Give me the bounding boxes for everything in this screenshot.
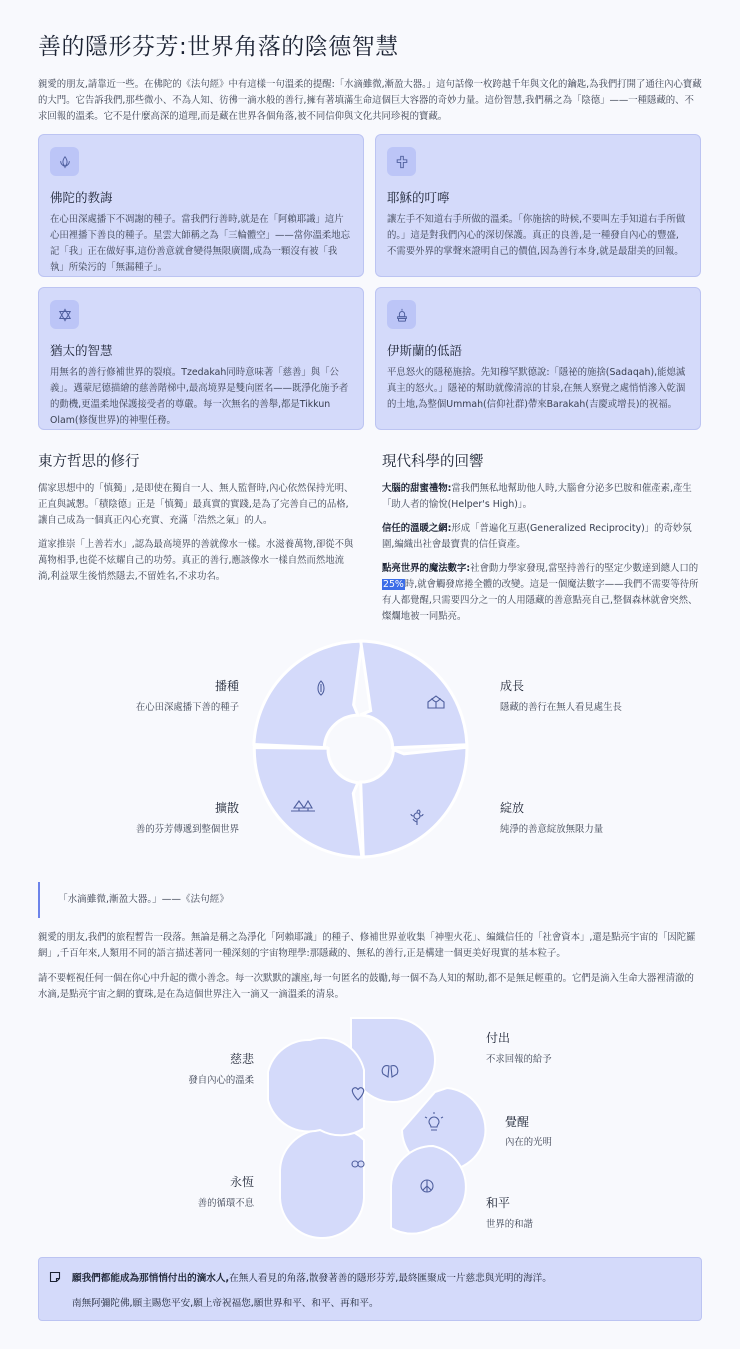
card-text: 在心田深處播下不凋謝的種子。當我們行善時,就是在「阿賴耶識」這片心田裡播下善良的種子。星雲大師稱之為「三輪體空」——當你溫柔地忘記「我」正在做好事,這份善意就會變得無限廣闊,成為一顆沒有被「我執」所染污的「無漏種子」。 (50, 214, 351, 273)
petal-diagram (38, 1010, 702, 1250)
closing-line-2: 南無阿彌陀佛,願主賜您平安,願上帝祝福您,願世界和平、和平、再和平。 (72, 1298, 379, 1309)
petal-desc: 善的循環不息 (197, 1198, 254, 1209)
cycle-diagram (38, 630, 702, 880)
section-title: 現代科學的回響 (382, 454, 484, 470)
item-text: 當我們無私地幫助他人時,大腦會分泌多巴胺和催產素,產生「助人者的愉悅(Helper's High)」。 (382, 483, 692, 510)
page-title: 善的隱形芬芳:世界角落的陰德智慧 (38, 34, 399, 60)
closing-bold: 願我們都能成為那悄悄付出的滴水人, (72, 1273, 230, 1284)
cross-icon (387, 147, 416, 176)
petal-desc: 世界的和諧 (486, 1219, 533, 1230)
petal-title: 慈悲 (229, 1052, 254, 1066)
card-text: 平息怒火的隱秘施捨。先知穆罕默德說:「隱祕的施捨(Sadaqah),能熄滅真主的怒火。」隱祕的幫助就像清涼的甘泉,在無人察覺之處悄悄滲入乾涸的土地,為整個Ummah(信仰社群)帶來Barakah(吉慶或增長)的祝福。 (387, 367, 686, 410)
closing-rest: 在無人看見的角落,散發著善的隱形芬芳,最終匯聚成一片慈悲與光明的海洋。 (229, 1273, 552, 1284)
ring-segment (360, 641, 467, 748)
science-item (382, 561, 704, 625)
intro-paragraph: 親愛的朋友,請靠近一些。在佛陀的《法句經》中有這樣一句溫柔的提醒:「水滴雖微,漸盈大器。」這句話像一枚跨越千年與文化的鑰匙,為我們打開了通往內心寶藏的大門。它告訴我們,那些微小、不為人知、彷彿一滴水般的善行,擁有著填滿生命這個巨大容器的奇妙力量。這份智慧,我們稱之為「陰德」——一種隱藏的、不求回報的溫柔。它不是什麼高深的道理,而是藏在世界各個角落,被不同信仰與文化共同珍視的寶藏。 (38, 79, 702, 122)
card-buddha (38, 134, 364, 277)
cycle-desc: 在心田深處播下善的種子 (135, 702, 239, 713)
card-jesus (375, 134, 701, 277)
petal (268, 1038, 364, 1135)
item-label: 信任的溫暖之網: (382, 523, 452, 534)
east-column (38, 450, 356, 585)
cycle-desc: 隱藏的善行在無人看見處生長 (500, 702, 622, 713)
item-text: 形成「普遍化互惠(Generalized Reciprocity)」的奇妙氛圍,編織出社會最寶貴的信任資產。 (382, 523, 692, 550)
card-judaism (38, 287, 364, 430)
cycle-desc: 純淨的善意綻放無限力量 (500, 824, 604, 835)
ring-segment (254, 641, 362, 748)
cycle-desc: 善的芬芳傳遞到整個世界 (135, 824, 239, 835)
item-text: 時,就會觸發席捲全體的改變。這是一個魔法數字——我們不需要等待所有人都覺醒,只需要四分之一的人用隱藏的善意點亮自己,整個森林就會突然、燦爛地被一同點亮。 (382, 579, 699, 622)
card-text: 用無名的善行修補世界的裂痕。Tzedakah同時意味著「慈善」與「公義」。邁蒙尼德描繪的慈善階梯中,最高境界是雙向匿名——既淨化施予者的動機,更溫柔地保護接受者的尊嚴。每一次無名的善舉,都是Tikkun Olam(修復世界)的神聖任務。 (50, 367, 349, 426)
paragraph: 親愛的朋友,我們的旅程暫告一段落。無論是稱之為淨化「阿賴耶識」的種子、修補世界並收集「神聖火花」、編織信任的「社會資本」,還是點亮宇宙的「因陀羅網」,千百年來,人類用不同的語言描述著同一種深刻的宇宙物理學:那隱藏的、無私的善行,正是構建一個更美好現實的基本粒子。 (38, 932, 696, 959)
card-text: 讓左手不知道右手所做的溫柔。「你施捨的時候,不要叫左手知道右手所做的。」這是對我們內心的深切保護。真正的良善,是一種發自內心的豐盛,不需要外界的掌聲來證明自己的價值,因為善行本身,就是最甜美的回報。 (387, 214, 686, 257)
science-item (382, 481, 704, 513)
ring-segment (361, 747, 467, 857)
cycle-title: 成長 (500, 679, 525, 693)
petal-title: 永恆 (229, 1175, 254, 1189)
card-title: 猶太的智慧 (50, 343, 113, 358)
card-title: 伊斯蘭的低語 (387, 343, 463, 358)
science-column (382, 450, 704, 625)
crescent-lamp-icon (387, 300, 416, 329)
petal-title: 和平 (486, 1196, 511, 1210)
petal-desc: 內在的光明 (505, 1137, 552, 1148)
petal (391, 1146, 466, 1234)
paragraph: 儒家思想中的「慎獨」,是即使在獨自一人、無人監督時,內心依然保持光明、正直與誠懇。「積陰德」正是「慎獨」最真實的實踐,是為了完善自己的品格,讓自己成為一個真正內心充實、充滿「浩然之氣」的人。 (38, 483, 354, 526)
petal-title: 付出 (486, 1031, 511, 1045)
science-item (382, 521, 704, 553)
highlight: 25% (383, 579, 404, 590)
cycle-title: 綻放 (500, 801, 525, 815)
cycle-title: 播種 (214, 679, 239, 693)
petal-desc: 發自內心的溫柔 (188, 1075, 254, 1086)
card-title: 佛陀的教誨 (50, 190, 113, 205)
petal (280, 1128, 364, 1239)
card-islam (375, 287, 701, 430)
star-of-david-icon (50, 300, 79, 329)
paragraph: 請不要輕視任何一個在你心中升起的微小善念。每一次默默的讓座,每一句匿名的鼓勵,每一個不為人知的幫助,都不是無足輕重的。它們是滴入生命大器裡清澈的水滴,是點亮宇宙之網的寶珠,是在為這個世界注入一滴又一滴溫柔的清泉。 (38, 973, 694, 1000)
paragraph: 道家推崇「上善若水」,認為最高境界的善就像水一樣。水滋養萬物,卻從不與萬物相爭,也從不炫耀自己的功勞。真正的善行,應該像水一樣自然而然地流淌,利益眾生後悄然隱去,不留姓名,不求功名。 (38, 539, 354, 582)
ring-segment (254, 748, 362, 858)
item-text: 社會動力學家發現,當堅持善行的堅定少數達到總人口的 (470, 563, 699, 574)
closing-callout (38, 1257, 702, 1321)
closing-line-1 (72, 1270, 552, 1284)
card-title: 耶穌的叮嚀 (387, 190, 450, 205)
petal-title: 覺醒 (505, 1115, 530, 1129)
petal-desc: 不求回報的給予 (486, 1054, 552, 1065)
cycle-title: 擴散 (214, 801, 239, 815)
section-title: 東方哲思的修行 (38, 454, 140, 470)
blockquote: 「水滴雖微,漸盈大器。」——《法句經》 (38, 882, 229, 918)
item-label: 大腦的甜蜜禮物: (382, 483, 452, 494)
item-label: 點亮世界的魔法數字: (382, 563, 471, 574)
lotus-icon (50, 147, 79, 176)
note-icon (49, 1271, 61, 1283)
